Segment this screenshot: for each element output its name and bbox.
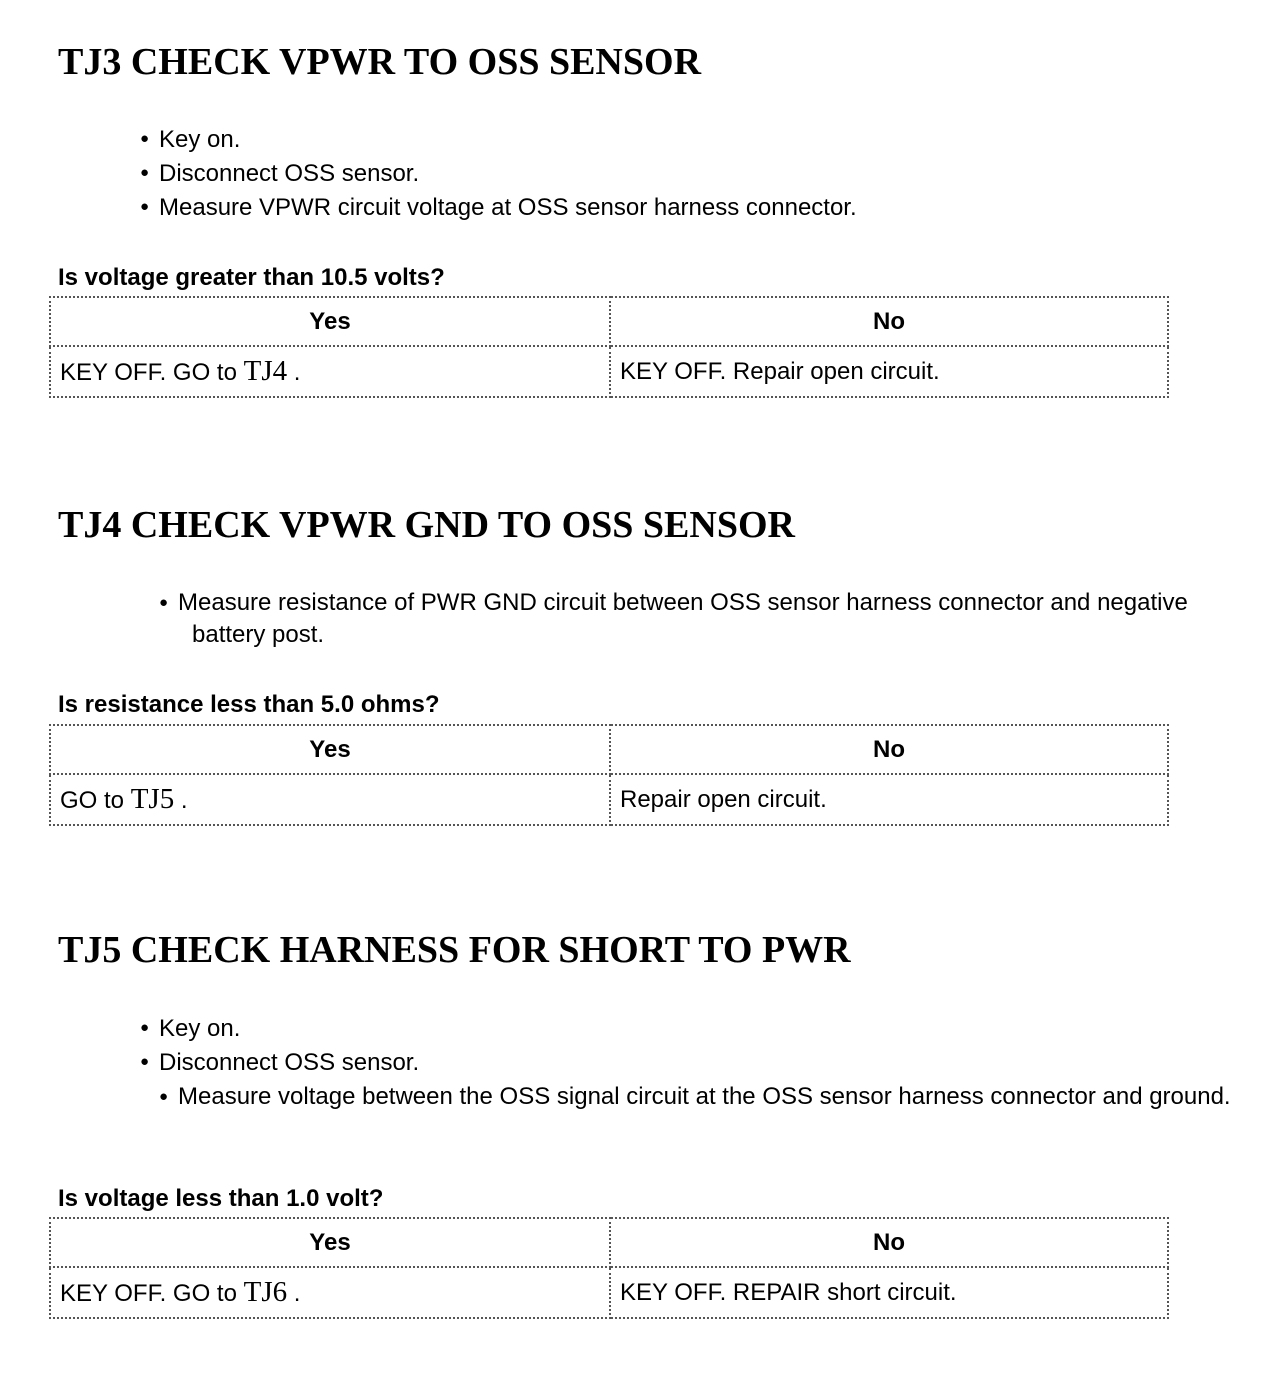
yes-action-suffix: . bbox=[174, 787, 188, 814]
yes-action-suffix: . bbox=[287, 359, 301, 386]
no-action-cell: KEY OFF. Repair open circuit. bbox=[610, 346, 1168, 397]
procedure-step bbox=[140, 124, 1240, 156]
yes-header: Yes bbox=[50, 725, 610, 774]
table-header-row bbox=[50, 1218, 1168, 1267]
no-header: No bbox=[610, 725, 1168, 774]
procedure-steps bbox=[140, 1013, 1240, 1115]
no-action-cell: KEY OFF. REPAIR short circuit. bbox=[610, 1267, 1168, 1318]
no-header: No bbox=[610, 297, 1168, 346]
procedure-step-text: Measure VPWR circuit voltage at OSS sensor harness connector. bbox=[159, 194, 857, 221]
bullet-icon: ● bbox=[140, 1053, 150, 1070]
no-header: No bbox=[610, 1218, 1168, 1267]
bullet-icon: ● bbox=[140, 1019, 150, 1036]
yes-action-text: GO to bbox=[60, 787, 131, 814]
procedure-steps bbox=[140, 124, 1240, 226]
section-title: TJ5 CHECK HARNESS FOR SHORT TO PWR bbox=[58, 929, 851, 971]
section-title: TJ4 CHECK VPWR GND TO OSS SENSOR bbox=[58, 504, 795, 546]
yes-action-cell bbox=[50, 1267, 610, 1318]
bullet-icon: ● bbox=[140, 130, 150, 147]
bullet-icon: ● bbox=[159, 594, 169, 611]
procedure-steps bbox=[140, 587, 1240, 653]
step-reference-link[interactable]: TJ4 bbox=[243, 355, 288, 387]
step-reference-link[interactable]: TJ5 bbox=[130, 783, 175, 815]
procedure-step-text: Measure voltage between the OSS signal circuit at the OSS sensor harness connector and ground. bbox=[178, 1083, 1231, 1110]
yes-header: Yes bbox=[50, 297, 610, 346]
decision-question: Is resistance less than 5.0 ohms? bbox=[58, 691, 440, 718]
procedure-step bbox=[140, 158, 1240, 190]
decision-question: Is voltage less than 1.0 volt? bbox=[58, 1185, 384, 1212]
decision-question: Is voltage greater than 10.5 volts? bbox=[58, 264, 445, 291]
procedure-step bbox=[140, 1013, 1240, 1045]
step-reference-link[interactable]: TJ6 bbox=[243, 1276, 288, 1308]
bullet-icon: ● bbox=[140, 198, 150, 215]
yes-header: Yes bbox=[50, 1218, 610, 1267]
yes-action-text: KEY OFF. GO to bbox=[60, 1280, 244, 1307]
yes-action-text: KEY OFF. GO to bbox=[60, 359, 244, 386]
table-header-row bbox=[50, 725, 1168, 774]
bullet-icon: ● bbox=[159, 1088, 169, 1105]
table-row bbox=[50, 346, 1168, 397]
section-title: TJ3 CHECK VPWR TO OSS SENSOR bbox=[58, 41, 702, 83]
table-row bbox=[50, 774, 1168, 825]
yes-action-cell bbox=[50, 346, 610, 397]
procedure-step bbox=[140, 1081, 1240, 1113]
table-row bbox=[50, 1267, 1168, 1318]
procedure-step bbox=[140, 192, 1240, 224]
bullet-icon: ● bbox=[140, 164, 150, 181]
decision-table bbox=[49, 724, 1169, 826]
procedure-step-text: Measure resistance of PWR GND circuit between OSS sensor harness connector and negative battery post. bbox=[178, 589, 1188, 648]
procedure-step-text: Key on. bbox=[159, 126, 241, 153]
no-action-cell: Repair open circuit. bbox=[610, 774, 1168, 825]
procedure-step bbox=[140, 587, 1240, 651]
yes-action-cell bbox=[50, 774, 610, 825]
procedure-step-text: Disconnect OSS sensor. bbox=[159, 1049, 420, 1076]
procedure-step bbox=[140, 1047, 1240, 1079]
procedure-step-text: Disconnect OSS sensor. bbox=[159, 160, 420, 187]
decision-table bbox=[49, 296, 1169, 398]
yes-action-suffix: . bbox=[287, 1280, 301, 1307]
decision-table bbox=[49, 1217, 1169, 1319]
procedure-step-text: Key on. bbox=[159, 1015, 241, 1042]
table-header-row bbox=[50, 297, 1168, 346]
